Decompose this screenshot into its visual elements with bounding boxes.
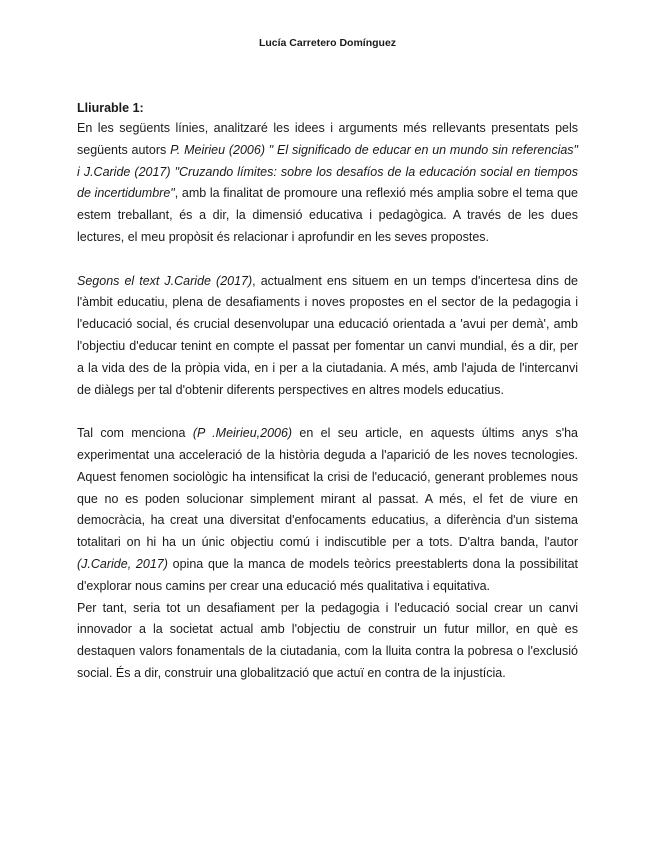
paragraph-text: , amb la finalitat de promoure una reflexió més amplia sobre el tema que estem treballant, és a dir, la dimensió educativa i pedagògica. A través de les dues lectures, el meu propòsit és relacionar i aprofundir en les seves propostes. [77, 186, 579, 244]
paragraph-1 [77, 118, 578, 249]
document-body [77, 98, 578, 685]
citation: P. Meirieu (2006) " El significado de educar en un mundo sin referencias" i J.Caride (2017) "Cruzando límites: sobre los desafíos de la educación social en tiempos de incertidumbre" [77, 142, 578, 201]
citation: (J.Caride, 2017) [77, 556, 168, 571]
paragraph-text: En les següents línies, analitzaré les idees i arguments més rellevants presentats pels següents autors [77, 121, 578, 157]
paragraph-text: en el seu article, en aquests últims anys s'ha experimentat una acceleració de la història deguda a l'aparició de les noves tecnologies. Aquest fenomen sociològic ha intensificat la crisi de l'educació, generant problemes nous que no es poden solucionar simplement mirant al passat. A més, el fet de viure en democràcia, ha creat una diversitat d'enfocaments educatius, a diferència d'un sistema totalitari on hi ha un únic objectiu comú i indiscutible per a tots. D'altra banda, l'autor [77, 426, 578, 550]
paragraph-4 [77, 598, 578, 685]
author-name: Lucía Carretero Domínguez [258, 37, 397, 49]
citation: (P .Meirieu,2006) [192, 426, 293, 441]
citation: Segons el text J.Caride (2017) [77, 273, 253, 288]
paragraph-text: , actualment ens situem en un temps d'incertesa dins de l'àmbit educatiu, plena de desafiaments i noves propostes en el sector de la pedagogia i l'educació social, és crucial desenvolupar una educació orientada a 'avui per demà', amb l'objectiu d'educar tenint en compte el passat per fomentar un canvi mundial, és a dir, per a la vida des de la pròpia vida, en i per a la ciutadania. A més, amb l'ajuda de l'intercanvi de diàlegs per tal d'obtenir diferents perspectives en altres models educatius. [77, 273, 578, 397]
paragraph-3 [77, 423, 578, 597]
paragraph-2 [77, 271, 578, 402]
paragraph-text: Tal com menciona [77, 426, 193, 441]
paragraph-text: opina que la manca de models teòrics preestablerts dona la possibilitat d'explorar nous camins per crear una educació més qualitativa i equitativa. [77, 556, 578, 593]
paragraph-text: Per tant, seria tot un desafiament per la pedagogia i l'educació social crear un canvi innovador a la societat actual amb l'objectiu de construir un futur millor, en què es destaquen valors fonamentals de la ciutadania, com la lluita contra la pobresa o l'exclusió social. És a dir, construir una globalització que actuï en contra de la injustícia. [77, 600, 578, 680]
section-heading: Lliurable 1: [77, 101, 144, 115]
